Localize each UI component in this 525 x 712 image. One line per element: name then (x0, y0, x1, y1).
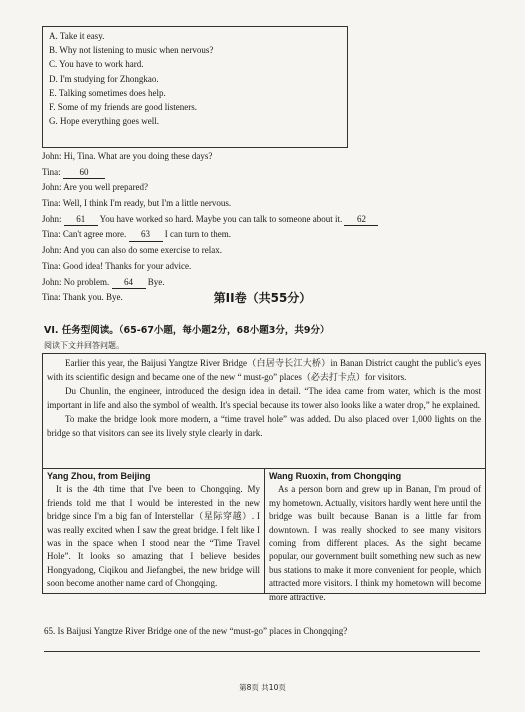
dialogue-line: Tina: Well, I think I'm ready, but I'm a little nervous. (42, 198, 232, 209)
answer-blank-63[interactable]: 63 (129, 229, 163, 242)
dialogue-line: John: No problem. 64 Bye. (42, 277, 482, 293)
dialogue-line: John: Hi, Tina. What are you doing these days? (42, 151, 213, 161)
dialogue-line: Tina: Thank you. Bye. (42, 292, 123, 303)
comment-left (43, 469, 265, 593)
option-f: F. Some of my friends are good listeners. (49, 101, 198, 112)
dialogue-line: Tina: Can't agree more. 63 I can turn to them. (42, 229, 482, 245)
option-e: E. Talking sometimes does help. (49, 87, 166, 98)
options-box (42, 26, 348, 148)
page-footer: 第8页 共10页 (239, 683, 286, 692)
comment-text: It is the 4th time that I've been to Chongqing. My friends told me that I would be interested in the new bridge since I'm a big fan of Interstellar（星际穿越）. I was really excited when I saw the great bridge. I felt like I was in the space when I stood near the “Time Travel Hole”. It looks so amazing that I believe besides Hongyadong, Ciqikou and Jiefangbei, the new bridge will soon become another name card of Chongqing. (47, 484, 260, 589)
option-c: C. You have to work hard. (49, 59, 144, 70)
option-b: B. Why not listening to music when nervous? (49, 45, 214, 56)
answer-blank-60[interactable]: 60 (63, 167, 105, 180)
passage-paragraph: To make the bridge look more modern, a “time travel hole” was added. Du also placed over 1,000 lights on the bridge so that visitors can see its lively style clearly in dark. (47, 414, 481, 438)
option-g: G. Hope everything goes well. (49, 116, 159, 127)
passage-intro (43, 354, 485, 440)
dialogue-line: John: 61 You have worked so hard. Maybe you can talk to someone about it. 62 (42, 214, 482, 230)
option-d: D. I'm studying for Zhongkao. (49, 73, 159, 84)
dialogue (42, 151, 482, 308)
dialogue-line: Tina: 60 (42, 167, 482, 183)
answer-blank-62[interactable]: 62 (344, 214, 378, 227)
option-a: A. Take it easy. (49, 31, 105, 41)
answer-blank-64[interactable]: 64 (112, 277, 146, 290)
dialogue-line: Tina: Good idea! Thanks for your advice. (42, 260, 192, 271)
comment-text: As a person born and grew up in Banan, I'm proud of my hometown. Actually, visitors hardly went here until the bridge was built because Banan is a little far from downtown. I was really shocked to see many visitors coming from different places. As the sight became popular, our government built something new such as new bus stations to make it more convenient for people, which attracted more visitors. I think my hometown will become more attractive. (269, 484, 481, 602)
dialogue-line: John: And you can also do some exercise to relax. (42, 245, 222, 256)
comment-author: Wang Ruoxin, from Chongqing (269, 471, 402, 481)
task-instruction: 阅读下文并回答问题。 (44, 341, 124, 350)
passage-paragraph: Earlier this year, the Baijusi Yangtze River Bridge（白居寺长江大桥）in Banan District caught the public's eyes with its scientific design and became one of the new “ must-go” places（必去打卡点）for visitors. (47, 358, 481, 382)
dialogue-line: John: Are you well prepared? (42, 182, 148, 193)
comment-author: Yang Zhou, from Beijing (47, 471, 151, 481)
section-title: 第II卷（共55分） (213, 291, 312, 305)
comment-right (265, 469, 485, 602)
answer-line-65[interactable] (44, 651, 480, 652)
question-65: 65. Is Baijusi Yangtze River Bridge one of the new “must-go” places in Chongqing? (44, 626, 348, 636)
comments-table (43, 468, 485, 602)
passage-paragraph: Du Chunlin, the engineer, introduced the design idea in detail. “The idea came from water, which is the most important in life and also the symbol of wealth. It's special because its tower also looks like a water drop,” he explained. (47, 386, 481, 410)
answer-blank-61[interactable]: 61 (64, 214, 98, 227)
task-title: VI. 任务型阅读。（65-67小题，每小题2分，68小题3分，共9分） (44, 325, 330, 336)
reading-passage-box (42, 353, 486, 602)
